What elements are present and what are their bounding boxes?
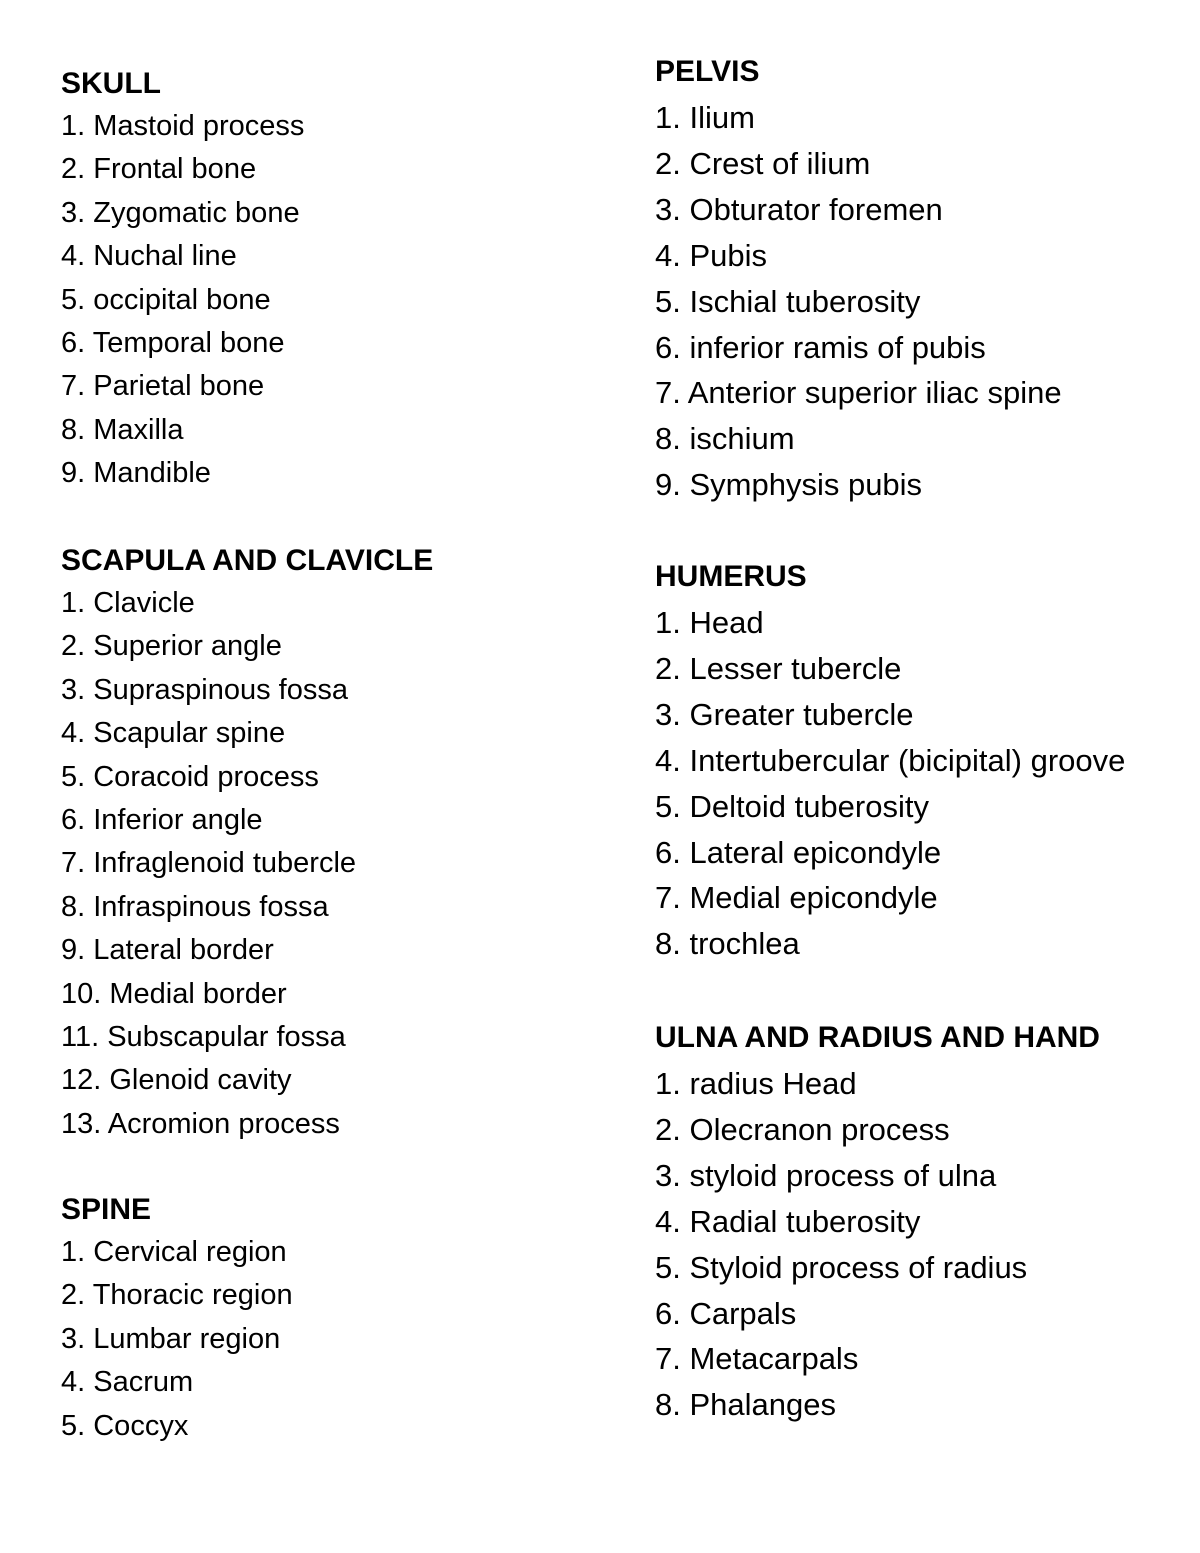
list-item: 2. Lesser tubercle	[655, 650, 902, 686]
list-item: 4. Radial tuberosity	[655, 1203, 921, 1239]
list-item: 2. Thoracic region	[61, 1279, 293, 1312]
list-item: 6. Temporal bone	[61, 327, 285, 360]
list-item: 9. Lateral border	[61, 934, 274, 967]
list-item: 5. Coccyx	[61, 1409, 189, 1442]
list-item: 8. Infraspinous fossa	[61, 890, 329, 923]
list-item: 3. Zygomatic bone	[61, 196, 300, 229]
list-item: 4. Intertubercular (bicipital) groove	[655, 742, 1126, 778]
list-item: 7. Parietal bone	[61, 370, 265, 403]
list-item: 11. Subscapular fossa	[61, 1021, 346, 1054]
list-item: 2. Frontal bone	[61, 153, 257, 186]
list-item: 7. Metacarpals	[655, 1341, 859, 1377]
list-item: 3. Supraspinous fossa	[61, 673, 348, 706]
list-item: 8. Phalanges	[655, 1387, 836, 1423]
list-item: 5. Styloid process of radius	[655, 1249, 1028, 1285]
list-item: 3. Obturator foremen	[655, 191, 943, 227]
list-item: 12. Glenoid cavity	[61, 1064, 292, 1097]
scapula-clavicle-section	[61, 539, 433, 1146]
humerus-list	[655, 600, 1125, 967]
list-item: 8. Maxilla	[61, 413, 184, 446]
list-item: 7. Infraglenoid tubercle	[61, 847, 357, 880]
list-item: 1. radius Head	[655, 1066, 857, 1101]
list-item: 1. Ilium	[655, 100, 755, 135]
list-item: 6. inferior ramis of pubis	[655, 329, 986, 365]
list-item: 9. Symphysis pubis	[655, 467, 923, 503]
list-item: 1. Head	[655, 605, 764, 640]
pelvis-list	[655, 95, 1062, 508]
list-item: 9. Mandible	[61, 457, 211, 490]
list-item: 6. Lateral epicondyle	[655, 834, 942, 870]
skull-list	[61, 105, 304, 496]
list-item: 4. Sacrum	[61, 1366, 194, 1399]
section-heading: HUMERUS	[655, 560, 807, 593]
list-item: 4. Nuchal line	[61, 240, 237, 273]
list-item: 8. ischium	[655, 421, 795, 457]
list-item: 7. Anterior superior iliac spine	[655, 375, 1062, 411]
list-item: 5. occipital bone	[61, 283, 271, 316]
list-item: 1. Mastoid process	[61, 110, 305, 142]
list-item: 4. Pubis	[655, 237, 768, 273]
section-heading: ULNA AND RADIUS AND HAND	[655, 1021, 1100, 1054]
list-item: 8. trochlea	[655, 926, 800, 962]
list-item: 3. Greater tubercle	[655, 696, 914, 732]
list-item: 6. Carpals	[655, 1295, 797, 1331]
list-item: 2. Olecranon process	[655, 1111, 950, 1147]
list-item: 10. Medial border	[61, 977, 287, 1010]
list-item: 5. Ischial tuberosity	[655, 283, 921, 319]
list-item: 5. Coracoid process	[61, 760, 319, 793]
list-item: 1. Clavicle	[61, 587, 195, 619]
section-heading: SPINE	[61, 1193, 152, 1226]
list-item: 7. Medial epicondyle	[655, 880, 938, 916]
ulna-list	[655, 1061, 1100, 1428]
list-item: 3. styloid process of ulna	[655, 1157, 997, 1193]
spine-section	[61, 1188, 293, 1448]
section-heading: SKULL	[61, 67, 161, 100]
list-item: 2. Crest of ilium	[655, 145, 871, 181]
ulna-radius-hand-section	[655, 1015, 1100, 1428]
list-item: 6. Inferior angle	[61, 804, 263, 837]
list-item: 3. Lumbar region	[61, 1322, 281, 1355]
section-heading: PELVIS	[655, 55, 760, 88]
list-item: 5. Deltoid tuberosity	[655, 788, 929, 824]
list-item: 1. Cervical region	[61, 1236, 287, 1268]
section-heading: SCAPULA AND CLAVICLE	[61, 544, 434, 577]
list-item: 13. Acromion process	[61, 1107, 340, 1140]
scapula-list	[61, 582, 433, 1146]
spine-list	[61, 1231, 293, 1448]
humerus-section	[655, 554, 1125, 967]
list-item: 4. Scapular spine	[61, 717, 286, 750]
pelvis-section	[655, 49, 1062, 508]
skull-section	[61, 62, 304, 496]
list-item: 2. Superior angle	[61, 630, 282, 663]
